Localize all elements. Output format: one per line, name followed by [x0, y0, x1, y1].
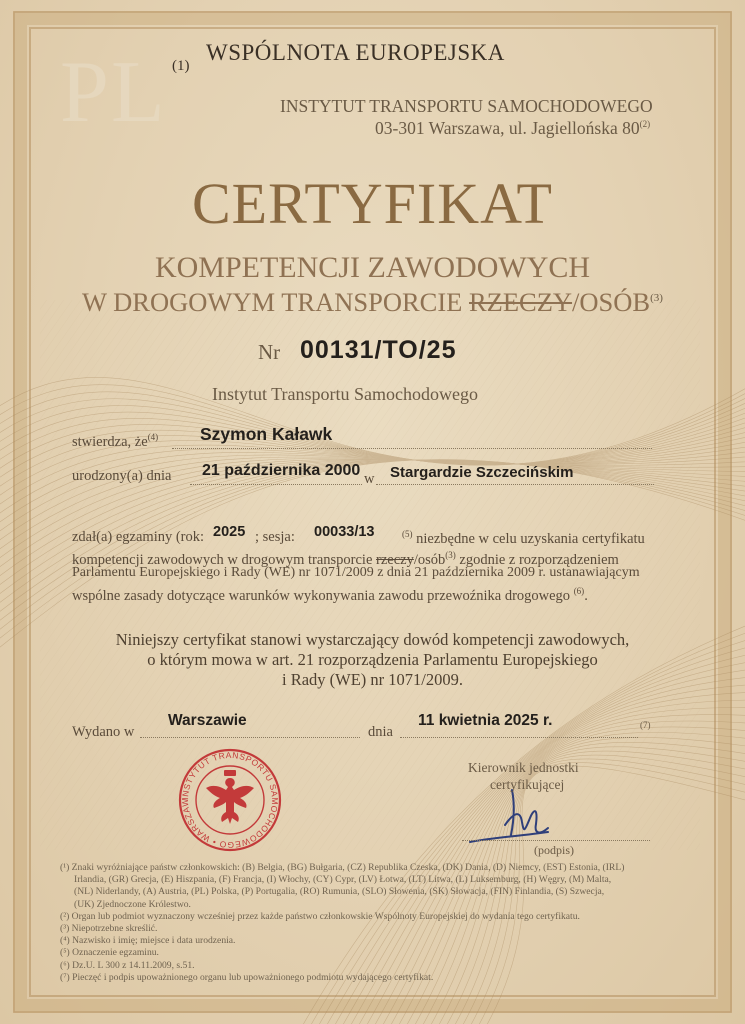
subtitle-line-1: KOMPETENCJI ZAWODOWYCH: [154, 251, 591, 284]
birth-place: Stargardzie Szczecińskim: [390, 464, 574, 481]
born-label: urodzony(a) dnia: [72, 468, 172, 484]
exam-paragraph-line-3: Parlamentu Europejskiego i Rady (WE) nr 1071/2009 z dnia 21 października 2009 r. ustanawiającym: [72, 565, 640, 580]
seal-text: INSTYTUT TRANSPORTU SAMOCHODOWEGO • WARSZAW: [179, 749, 281, 851]
footnotes: [60, 862, 700, 984]
footnote: (¹) Znaki wyróżniające państw członkowskich: (B) Belgia, (BG) Bułgaria, (CZ) Republika Czeska, (DK) Dania, (D) Niemcy, (EST) Estonia, (IRL): [60, 862, 625, 873]
certifies-label: stwierdza, $że^{(4)}$: [72, 432, 159, 450]
issued-date-dotted-line: [400, 737, 638, 738]
holder-name: Szymon Kaławk: [200, 424, 333, 444]
community-title: WSPÓLNOTA EUROPEJSKA: [206, 40, 505, 65]
subtitle-line-2: W DROGOWYM TRANSPORCIE RZECZY/OSÓB$^{(3)}$: [82, 287, 663, 317]
footnote: (⁷) Pieczęć i podpis upoważnionego organu lub upoważnionego podmiotu wydającego certyfikat.: [60, 971, 434, 983]
statement-line-3: i Rady (WE) nr 1071/2009.: [281, 670, 463, 689]
certificate-title: CERTYFIKAT: [192, 171, 553, 236]
exam-paragraph-line-4: wspólne zasady dotyczące warunków wykonywania zawodu przewoźnika drogowego $^{(6)}$.: [72, 586, 588, 604]
session-label: ; sesja:: [255, 529, 295, 545]
certificate-number: 00131/TO/25: [300, 336, 457, 364]
signature-caption: (podpis): [534, 843, 574, 857]
born-in-label: w: [364, 471, 375, 487]
exam-year: 2025: [213, 524, 246, 540]
footnote: (⁵) Oznaczenie egzaminu.: [60, 947, 159, 959]
birthplace-dotted-line: [376, 484, 654, 485]
footnote: (⁴) Nazwisko i imię; miejsce i data urodzenia.: [60, 935, 236, 947]
issued-date: 11 kwietnia 2025 r.: [418, 712, 553, 729]
exam-paragraph-line-1: $^{(5)}$ niezbędne w celu uzyskania certyfikatu: [402, 529, 645, 547]
signature-dotted-line: [462, 840, 650, 841]
signatory-title-2: certyfikującej: [490, 777, 565, 792]
issued-place-dotted-line: [140, 737, 360, 738]
birthdate-dotted-line: [190, 484, 362, 485]
issued-label: Wydano w: [72, 724, 135, 740]
signatory-title-1: Kierownik jednostki: [468, 760, 579, 775]
footnote-ref-1: (1): [172, 58, 190, 74]
issued-date-label: dnia: [368, 724, 393, 740]
footnote: (UK) Zjednoczone Królestwo.: [74, 898, 191, 910]
institute-name: INSTYTUT TRANSPORTU SAMOCHODOWEGO: [280, 96, 653, 116]
footnote: Irlandia, (GR) Grecja, (E) Hiszpania, (F) Francja, (I) Włochy, (CY) Cypr, (LV) Łotwa, (LT) Litwa, (L) Luksemburg, (H) Węgry, (M) Malta,: [74, 874, 612, 886]
footnote: (⁶) Dz.U. L 300 z 14.11.2009, s.51.: [60, 959, 195, 971]
statement-line-1: Niniejszy certyfikat stanowi wystarczający dowód kompetencji zawodowych,: [115, 630, 630, 649]
birth-date: 21 października 2000: [202, 462, 361, 479]
issued-place: Warszawie: [168, 712, 247, 729]
number-label: Nr: [258, 340, 281, 364]
exam-label: zdał(a) egzaminy (rok:: [72, 529, 205, 545]
country-watermark: PL: [60, 44, 167, 141]
footnote: (³) Niepotrzebne skreślić.: [60, 923, 158, 935]
name-dotted-line: [172, 448, 652, 449]
exam-paragraph-line-2: kompetencji zawodowych w drogowym transporcie rzeczy/osób$^{(3)}$ zgodnie z rozporządzeniem: [72, 550, 619, 568]
institute-address: 03-301 Warszawa, ul. Jagiellońska 80$^{(2)}$: [375, 118, 651, 138]
statement-line-2: o którym mowa w art. 21 rozporządzenia Parlamentu Europejskiego: [147, 650, 598, 669]
statement-block: [0, 630, 745, 690]
footnote: (²) Organ lub podmiot wyznaczony wcześniej przez każde państwo członkowskie Wspólnoty Europejskiej do wydania tego certyfikatu.: [60, 910, 580, 922]
issuer-name: Instytut Transportu Samochodowego: [212, 384, 479, 404]
issued-ref: (7): [640, 720, 651, 730]
footnote: (NL) Niderlandy, (A) Austria, (PL) Polska, (P) Portugalia, (RO) Rumunia, (SLO) Słowenia, (SK) Słowacja, (FIN) Finlandia, (S) Szwecja,: [74, 886, 605, 898]
exam-session: 00033/13: [314, 524, 375, 540]
